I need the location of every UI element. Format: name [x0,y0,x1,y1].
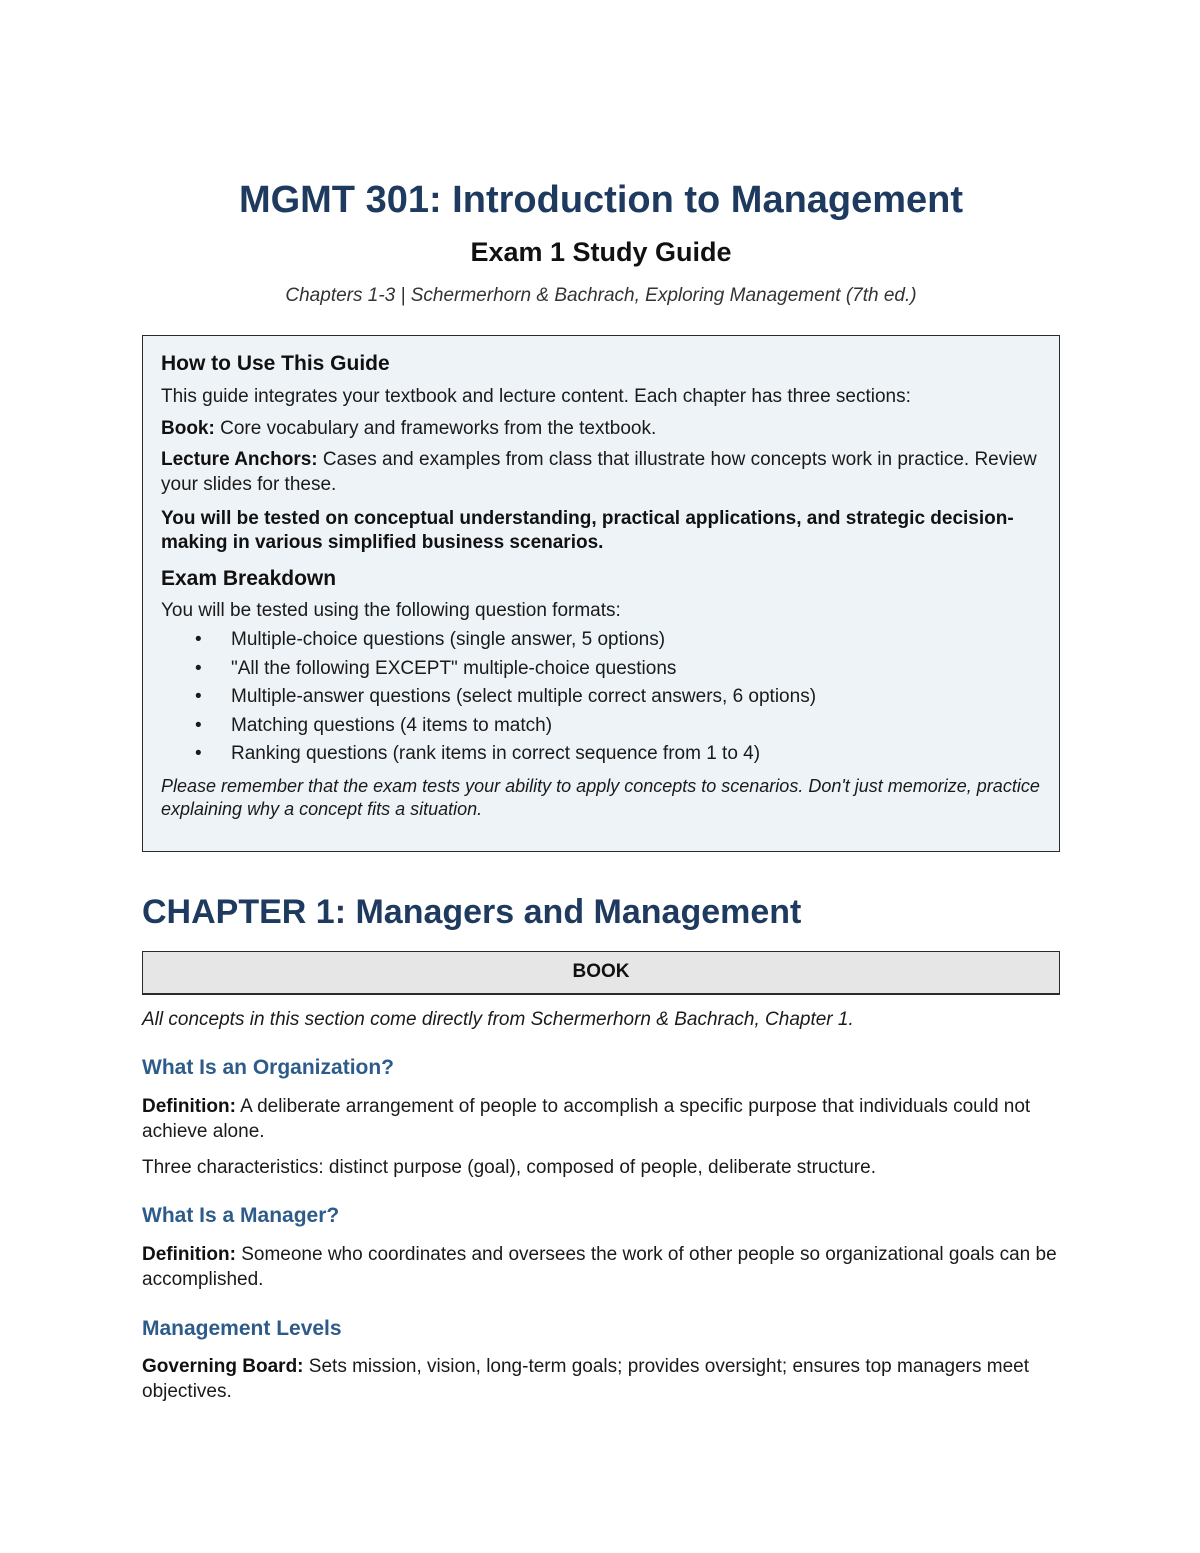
guide-lecture-label: Lecture Anchors: [161,449,318,470]
format-text: "All the following EXCEPT" multiple-choice questions [231,657,677,679]
book-section-note: All concepts in this section come directly from Schermerhorn & Bachrach, Chapter 1. [142,1009,854,1030]
list-item [161,655,1041,684]
chapter-1-title: CHAPTER 1: Managers and Management [142,893,802,931]
book-section-bar: BOOK [142,951,1060,995]
organization-heading: What Is an Organization? [142,1056,395,1079]
organization-definition [142,1094,1060,1144]
how-to-use-guide-box [142,335,1060,852]
bullet-icon: • [195,714,202,736]
guide-lecture-line [161,447,1041,497]
guide-intro: This guide integrates your textbook and lecture content. Each chapter has three sections: [161,386,911,407]
definition-label: Definition: [142,1244,236,1265]
exam-breakdown-intro: You will be tested using the following question formats: [161,600,621,621]
list-item [161,712,1041,741]
manager-definition [142,1242,1060,1292]
document-meta: Chapters 1-3 | Schermerhorn & Bachrach, Exploring Management (7th ed.) [285,285,917,306]
format-text: Matching questions (4 items to match) [231,714,553,736]
governing-board-label: Governing Board: [142,1356,304,1377]
guide-book-text: Core vocabulary and frameworks from the textbook. [220,418,657,439]
guide-tested-note: You will be tested on conceptual understanding, practical applications, and strategic decision-making in various simplified business scenarios. [161,508,1014,553]
definition-text: A deliberate arrangement of people to accomplish a specific purpose that individuals could not achieve alone. [142,1096,1031,1142]
guide-lecture-text: Cases and examples from class that illustrate how concepts work in practice. Review your slides for these. [161,449,1037,495]
bullet-icon: • [195,657,202,679]
format-text: Multiple-choice questions (single answer, 5 options) [231,629,666,650]
question-format-list [161,626,1041,769]
document-subtitle: Exam 1 Study Guide [470,237,732,267]
list-item [161,626,1041,655]
document-title: MGMT 301: Introduction to Management [238,179,964,221]
list-item [161,740,1041,769]
list-item [161,683,1041,712]
format-text: Ranking questions (rank items in correct sequence from 1 to 4) [231,743,761,764]
exam-reminder: Please remember that the exam tests your ability to apply concepts to scenarios. Don't just memorize, practice explaining why a concept fits a situation. [161,775,1040,819]
manager-heading: What Is a Manager? [142,1204,340,1227]
bullet-icon: • [195,629,202,650]
definition-label: Definition: [142,1096,236,1117]
guide-book-label: Book: [161,418,215,439]
bullet-icon: • [195,686,202,707]
guide-heading: How to Use This Guide [161,352,390,375]
governing-board-text: Sets mission, vision, long-term goals; provides oversight; ensures top managers meet objectives. [142,1356,1030,1402]
definition-text: Someone who coordinates and oversees the work of other people so organizational goals can be accomplished. [142,1244,1057,1290]
guide-book-line [161,416,1041,441]
format-text: Multiple-answer questions (select multiple correct answers, 6 options) [231,686,817,707]
governing-board-line [142,1354,1060,1404]
organization-characteristics: Three characteristics: distinct purpose (goal), composed of people, deliberate structure. [142,1157,876,1178]
management-levels-heading: Management Levels [142,1317,342,1340]
exam-breakdown-heading: Exam Breakdown [161,567,337,590]
bullet-icon: • [195,743,202,764]
